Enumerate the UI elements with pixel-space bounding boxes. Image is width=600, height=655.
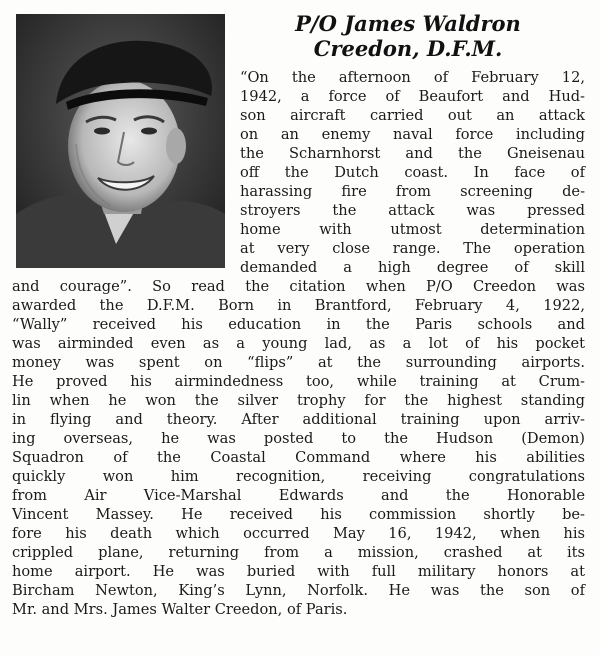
body-line: Mr. and Mrs. James Walter Creedon, of Paris. <box>12 601 348 618</box>
body-line: home airport. He was buried with full military honors at <box>12 563 585 580</box>
body-line: on an enemy naval force including <box>240 126 585 143</box>
body-line: lin when he won the silver trophy for the highest standing <box>12 392 585 409</box>
body-line: money was spent on “flips” at the surrounding airports. <box>12 354 585 371</box>
body-line: off the Dutch coast. In face of <box>240 164 585 181</box>
body-line: “On the afternoon of February 12, <box>240 69 585 86</box>
portrait-photo <box>16 14 225 268</box>
body-line: 1942, a force of Beaufort and Hud- <box>240 88 585 105</box>
body-line: son aircraft carried out an attack <box>240 107 585 124</box>
body-line: from Air Vice-Marshal Edwards and the Honorable <box>12 487 585 504</box>
body-line: stroyers the attack was pressed <box>240 202 585 219</box>
body-line: fore his death which occurred May 16, 1942, when his <box>12 525 585 542</box>
body-line: home with utmost determination <box>240 221 585 238</box>
body-line: the Scharnhorst and the Gneisenau <box>240 145 585 162</box>
body-line: awarded the D.F.M. Born in Brantford, February 4, 1922, <box>12 297 585 314</box>
body-line: harassing fire from screening de- <box>240 183 585 200</box>
body-line: Bircham Newton, King’s Lynn, Norfolk. He was the son of <box>12 582 585 599</box>
body-line: quickly won him recognition, receiving congratulations <box>12 468 585 485</box>
title-line-1: P/O James Waldron <box>295 11 521 36</box>
body-line: at very close range. The operation <box>240 240 585 257</box>
body-line: in flying and theory. After additional training upon arriv- <box>12 411 585 428</box>
body-line: crippled plane, returning from a mission, crashed at its <box>12 544 585 561</box>
body-line: Vincent Massey. He received his commission shortly be- <box>12 506 585 523</box>
body-line: ing overseas, he was posted to the Hudson (Demon) <box>12 430 585 447</box>
body-line: Squadron of the Coastal Command where his abilities <box>12 449 585 466</box>
body-line: He proved his airmindedness too, while training at Crum- <box>12 373 585 390</box>
title-line-2: Creedon, D.F.M. <box>313 36 503 61</box>
body-line: “Wally” received his education in the Paris schools and <box>12 316 585 333</box>
body-line: and courage”. So read the citation when P/O Creedon was <box>12 278 585 295</box>
body-line: was airminded even as a young lad, as a lot of his pocket <box>12 335 585 352</box>
body-line: demanded a high degree of skill <box>240 259 585 276</box>
portrait-photo-icon <box>16 14 225 268</box>
